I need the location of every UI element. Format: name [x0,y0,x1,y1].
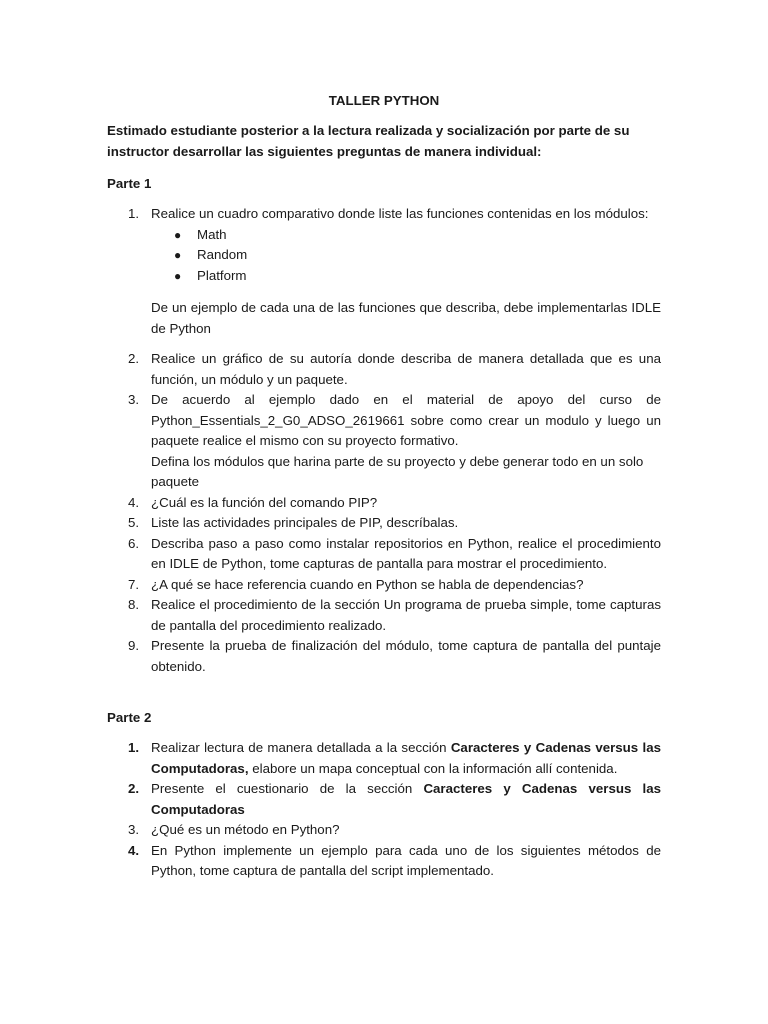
item-number: 8. [128,597,140,612]
list-item [107,575,661,596]
item-text: Presente la prueba de finalización del módulo, tome captura de pantalla del puntaje obtenido. [151,638,661,674]
item-text: En Python implemente un ejemplo para cada uno de los siguientes métodos de Python, tome captura de pantalla del script implementado. [151,842,661,878]
document-title: TALLER PYTHON [328,93,440,108]
item-text: Realizar lectura de manera detallada a la sección Caracteres y Cadenas versus las Computadoras, elabore un mapa conceptual con la información allí contenida. [151,740,661,776]
item-number: 4. [128,494,140,510]
item-text: Realice un cuadro comparativo donde liste las funciones contenidas en los módulos: [151,206,649,221]
bullet-item: ● Random [151,245,661,266]
list-item [107,513,661,534]
module-bullet-list [151,225,661,287]
part2-heading: Parte 2 [107,710,152,725]
bullet-item: ● Platform [151,266,661,287]
item-text: Describa paso a paso como instalar repositorios en Python, realice el procedimiento en IDLE de Python, tome capturas de pantalla para mostrar el procedimiento. [151,535,661,571]
item-text: ¿Qué es un método en Python? [151,822,340,837]
item-number: 5. [128,515,140,530]
part2-question-list [107,738,661,882]
intro-paragraph: Estimado estudiante posterior a la lectura realizada y socialización por parte de su instructor desarrollar las siguientes preguntas de manera individual: [107,123,630,159]
part1-heading: Parte 1 [107,176,152,191]
item-number: 9. [128,638,140,653]
item-text-continued: Defina los módulos que harina parte de su proyecto y debe generar todo en un solo paquete [151,453,644,489]
item-text: Realice un gráfico de su autoría donde describa de manera detallada que es una función, un módulo y un paquete. [151,351,661,387]
item-text: Presente el cuestionario de la sección Caracteres y Cadenas versus las Computadoras [151,781,661,817]
bullet-icon: ● [174,248,182,262]
bullet-item: ● Math [151,225,661,246]
bullet-icon: ● [174,227,182,242]
item-number: 6. [128,535,140,551]
list-item [107,841,661,882]
list-item [107,738,661,779]
item-number: 3. [128,822,140,837]
list-item [107,820,661,841]
item-number: 1. [128,206,140,221]
list-item [107,204,661,339]
item-number: 3. [128,392,140,407]
item-text: De acuerdo al ejemplo dado en el material de apoyo del curso de Python_Essentials_2_G0_ADSO_2619661 sobre como crear un modulo y luego un paquete realice el mismo con su proyecto formativo. [151,392,661,448]
item-number: 2. [128,781,140,796]
part1-question-list [107,204,661,677]
list-item [107,349,661,390]
item-note: De un ejemplo de cada una de las funciones que describa, debe implementarlas IDLE de Python [151,300,661,336]
list-item [107,493,661,514]
item-text: ¿Cuál es la función del comando PIP? [151,494,378,510]
list-item [107,636,661,677]
bullet-icon: ● [174,268,182,283]
item-number: 2. [128,351,140,366]
list-item [107,534,661,575]
item-text: ¿A qué se hace referencia cuando en Python se habla de dependencias? [151,576,584,592]
list-item [107,779,661,820]
item-number: 7. [128,576,140,592]
item-number: 1. [128,740,140,755]
item-text: Liste las actividades principales de PIP, descríbalas. [151,515,459,530]
list-item [107,595,661,636]
list-item [107,390,661,493]
item-text: Realice el procedimiento de la sección Un programa de prueba simple, tome capturas de pantalla del procedimiento realizado. [151,597,661,633]
item-number: 4. [128,842,140,858]
